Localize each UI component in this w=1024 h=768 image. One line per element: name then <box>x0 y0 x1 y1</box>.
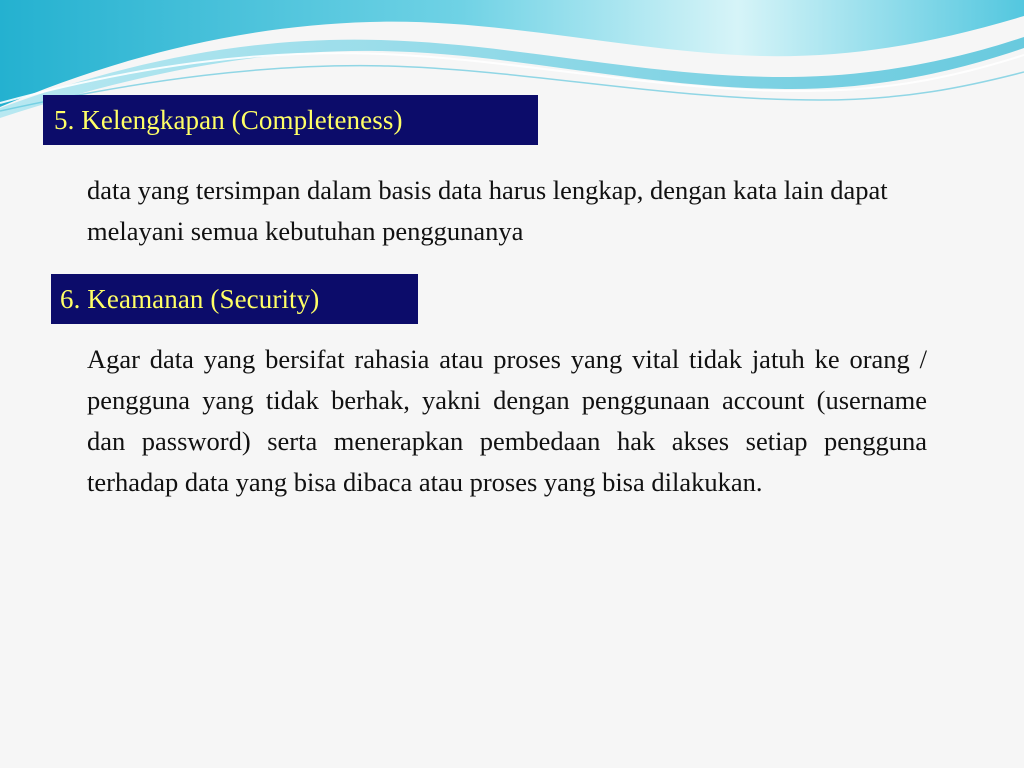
heading-security: 6. Keamanan (Security) <box>51 274 418 324</box>
heading-completeness: 5. Kelengkapan (Completeness) <box>43 95 538 145</box>
completeness-description: data yang tersimpan dalam basis data harus lengkap, dengan kata lain dapat melayani semua kebutuhan penggunanya <box>87 175 888 246</box>
security-description: Agar data yang bersifat rahasia atau proses yang vital tidak jatuh ke orang / pengguna yang tidak berhak, yakni dengan penggunaan account (username dan password) serta menerapkan pembedaan hak akses setiap pengguna terhadap data yang bisa dibaca atau proses yang bisa dilakukan. <box>87 344 927 497</box>
